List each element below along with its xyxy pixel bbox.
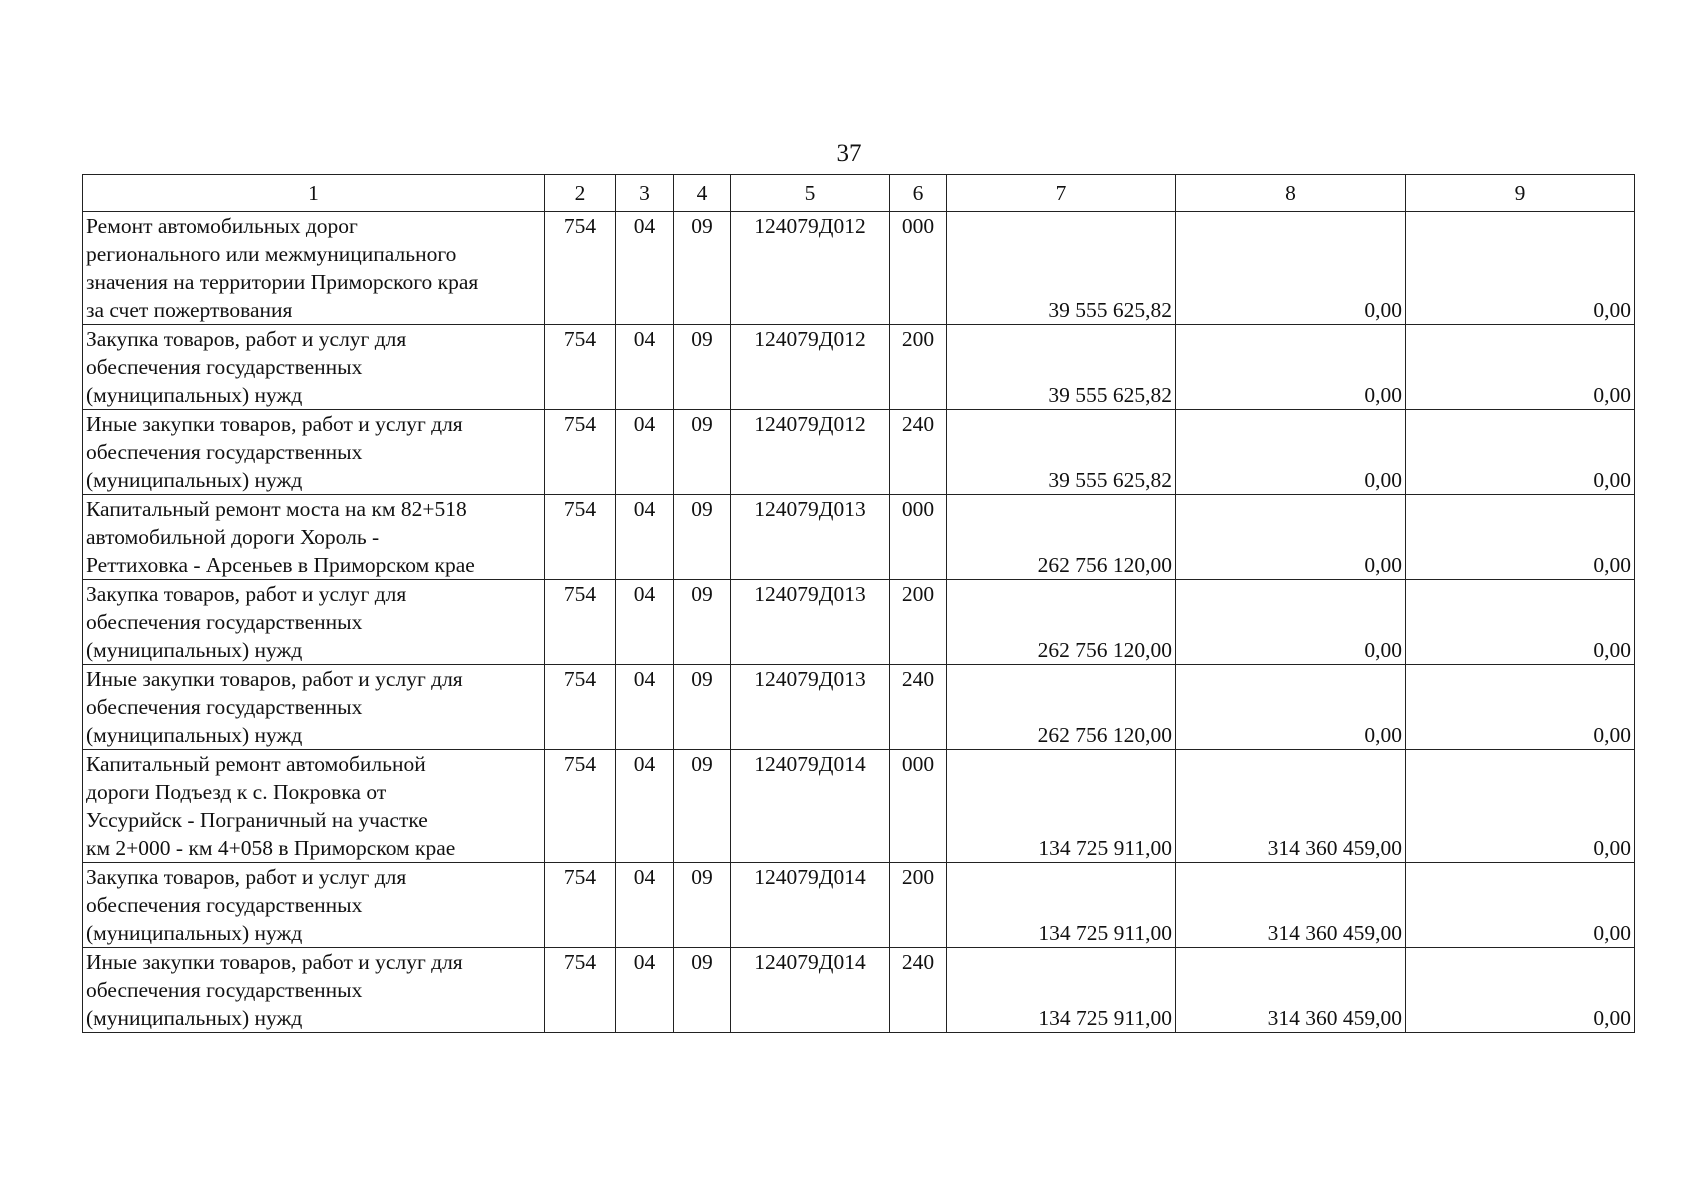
section-code: 04: [616, 212, 674, 325]
amount-col8: 0,00: [1176, 410, 1406, 495]
header-cell: 2: [545, 175, 616, 212]
target-article-code: 124079Д013: [731, 665, 890, 750]
amount-col9: 0,00: [1406, 580, 1635, 665]
ministry-code: 754: [545, 750, 616, 863]
expense-type-code: 200: [890, 580, 947, 665]
amount-col7: 39 555 625,82: [947, 410, 1176, 495]
amount-col9: 0,00: [1406, 325, 1635, 410]
header-cell: 5: [731, 175, 890, 212]
subsection-code: 09: [674, 665, 731, 750]
table-row: [83, 580, 1635, 665]
amount-col8: 0,00: [1176, 665, 1406, 750]
subsection-code: 09: [674, 495, 731, 580]
amount-col7: 39 555 625,82: [947, 325, 1176, 410]
table-row: [83, 750, 1635, 863]
amount-col7: 262 756 120,00: [947, 665, 1176, 750]
header-cell: 1: [83, 175, 545, 212]
subsection-code: 09: [674, 948, 731, 1033]
row-description: Капитальный ремонт моста на км 82+518 автомобильной дороги Хороль - Реттиховка - Арсеньев в Приморском крае: [83, 495, 545, 580]
table-row: [83, 948, 1635, 1033]
amount-col8: 314 360 459,00: [1176, 863, 1406, 948]
amount-col7: 39 555 625,82: [947, 212, 1176, 325]
header-cell: 4: [674, 175, 731, 212]
page-number: 37: [836, 140, 862, 167]
header-cell: 3: [616, 175, 674, 212]
ministry-code: 754: [545, 212, 616, 325]
section-code: 04: [616, 750, 674, 863]
ministry-code: 754: [545, 863, 616, 948]
expense-type-code: 240: [890, 410, 947, 495]
row-description: Иные закупки товаров, работ и услуг для обеспечения государственных (муниципальных) нужд: [83, 410, 545, 495]
amount-col8: 0,00: [1176, 495, 1406, 580]
amount-col7: 134 725 911,00: [947, 863, 1176, 948]
amount-col8: 0,00: [1176, 212, 1406, 325]
table-row: [83, 665, 1635, 750]
section-code: 04: [616, 495, 674, 580]
header-cell: 9: [1406, 175, 1635, 212]
target-article-code: 124079Д014: [731, 750, 890, 863]
row-description: Закупка товаров, работ и услуг для обеспечения государственных (муниципальных) нужд: [83, 580, 545, 665]
subsection-code: 09: [674, 212, 731, 325]
header-row: [83, 175, 1635, 212]
expense-type-code: 240: [890, 948, 947, 1033]
section-code: 04: [616, 665, 674, 750]
target-article-code: 124079Д012: [731, 325, 890, 410]
target-article-code: 124079Д014: [731, 948, 890, 1033]
ministry-code: 754: [545, 410, 616, 495]
amount-col9: 0,00: [1406, 212, 1635, 325]
target-article-code: 124079Д013: [731, 580, 890, 665]
expense-type-code: 200: [890, 325, 947, 410]
amount-col9: 0,00: [1406, 863, 1635, 948]
section-code: 04: [616, 863, 674, 948]
section-code: 04: [616, 580, 674, 665]
subsection-code: 09: [674, 580, 731, 665]
amount-col9: 0,00: [1406, 750, 1635, 863]
row-description: Капитальный ремонт автомобильной дороги Подъезд к с. Покровка от Уссурийск - Пограничный на участке км 2+000 - км 4+058 в Приморском крае: [83, 750, 545, 863]
table-row: [83, 410, 1635, 495]
row-description: Ремонт автомобильных дорог регионального или межмуниципального значения на территории Приморского края за счет пожертвования: [83, 212, 545, 325]
amount-col7: 262 756 120,00: [947, 580, 1176, 665]
subsection-code: 09: [674, 863, 731, 948]
target-article-code: 124079Д012: [731, 410, 890, 495]
row-description: Иные закупки товаров, работ и услуг для обеспечения государственных (муниципальных) нужд: [83, 948, 545, 1033]
table-row: [83, 863, 1635, 948]
section-code: 04: [616, 325, 674, 410]
amount-col8: 314 360 459,00: [1176, 750, 1406, 863]
expense-type-code: 000: [890, 495, 947, 580]
expense-type-code: 000: [890, 750, 947, 863]
table-row: [83, 495, 1635, 580]
target-article-code: 124079Д012: [731, 212, 890, 325]
amount-col7: 134 725 911,00: [947, 750, 1176, 863]
amount-col8: 0,00: [1176, 325, 1406, 410]
ministry-code: 754: [545, 665, 616, 750]
header-cell: 8: [1176, 175, 1406, 212]
amount-col7: 134 725 911,00: [947, 948, 1176, 1033]
amount-col9: 0,00: [1406, 495, 1635, 580]
subsection-code: 09: [674, 325, 731, 410]
expense-type-code: 200: [890, 863, 947, 948]
table-row: [83, 212, 1635, 325]
target-article-code: 124079Д013: [731, 495, 890, 580]
subsection-code: 09: [674, 750, 731, 863]
table-row: [83, 325, 1635, 410]
ministry-code: 754: [545, 580, 616, 665]
budget-table: [82, 174, 1635, 1033]
section-code: 04: [616, 410, 674, 495]
row-description: Иные закупки товаров, работ и услуг для обеспечения государственных (муниципальных) нужд: [83, 665, 545, 750]
section-code: 04: [616, 948, 674, 1033]
amount-col8: 314 360 459,00: [1176, 948, 1406, 1033]
row-description: Закупка товаров, работ и услуг для обеспечения государственных (муниципальных) нужд: [83, 325, 545, 410]
amount-col9: 0,00: [1406, 665, 1635, 750]
amount-col7: 262 756 120,00: [947, 495, 1176, 580]
subsection-code: 09: [674, 410, 731, 495]
ministry-code: 754: [545, 325, 616, 410]
target-article-code: 124079Д014: [731, 863, 890, 948]
header-cell: 7: [947, 175, 1176, 212]
ministry-code: 754: [545, 495, 616, 580]
amount-col9: 0,00: [1406, 948, 1635, 1033]
header-cell: 6: [890, 175, 947, 212]
expense-type-code: 240: [890, 665, 947, 750]
ministry-code: 754: [545, 948, 616, 1033]
expense-type-code: 000: [890, 212, 947, 325]
amount-col9: 0,00: [1406, 410, 1635, 495]
row-description: Закупка товаров, работ и услуг для обеспечения государственных (муниципальных) нужд: [83, 863, 545, 948]
amount-col8: 0,00: [1176, 580, 1406, 665]
